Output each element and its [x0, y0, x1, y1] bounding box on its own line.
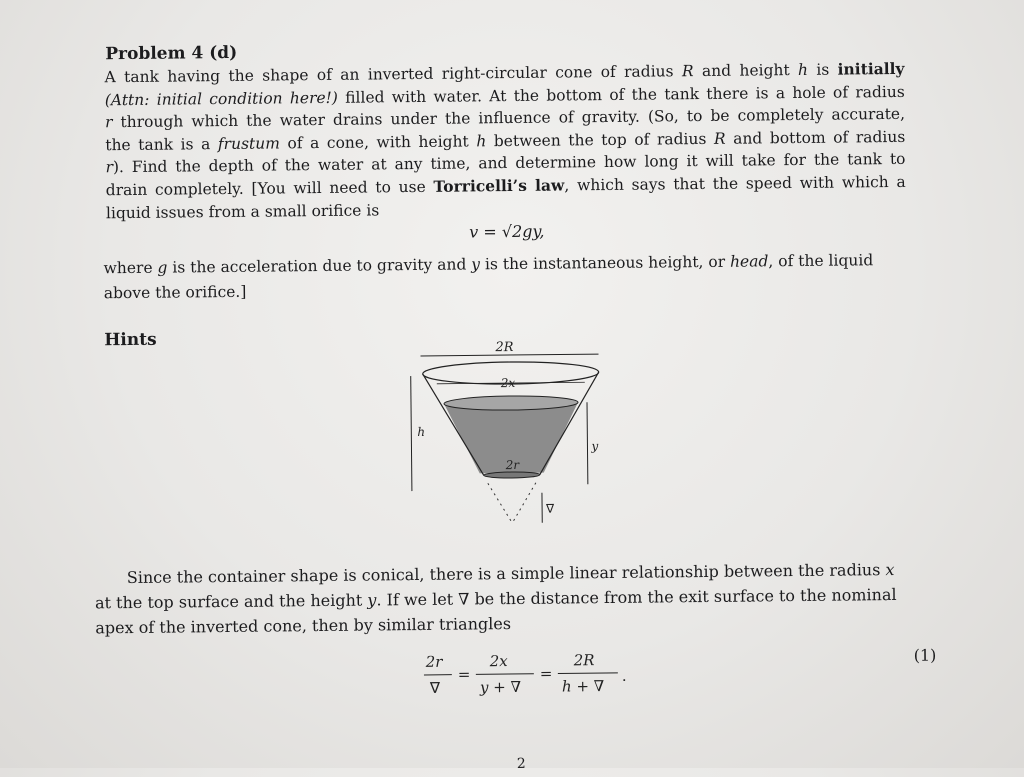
statement-line-2: (Attn: initial condition here!) filled with water. At the bottom of the tank there is a hole of radius: [105, 80, 905, 111]
where-paragraph: where g is the acceleration due to gravity and y is the instantaneous height, or head, of the liquid above the orifice.]: [103, 248, 909, 306]
label-2r: 2r: [505, 458, 521, 472]
frac3-bar: [558, 673, 618, 674]
statement-line-5: r). Find the depth of the water at any time, and determine how long it will take for the tank to: [105, 148, 905, 179]
water-height-line: [587, 402, 588, 484]
statement-line-4: the tank is a frustum of a cone, with height h between the top of radius R and bottom of radius: [105, 126, 905, 157]
equation-period: .: [622, 667, 627, 685]
frac2-denominator: y + ∇: [479, 678, 521, 696]
cone-diagram: [400, 334, 622, 536]
similar-triangles-equation: [424, 649, 645, 703]
equals-sign-1: =: [458, 665, 471, 683]
apex-dotted-right: [512, 483, 536, 523]
explanation-paragraph: Since the container shape is conical, there is a simple linear relationship between the radius x at the top surface and the height y. If we let ∇ be the distance from the exit surface to the nominal apex of the inverted cone, then by similar triangles: [95, 557, 936, 641]
statement-line-1: A tank having the shape of an inverted right-circular cone of radius R and height h is initially: [104, 58, 904, 89]
frac3-denominator: h + ∇: [562, 677, 604, 695]
apex-dotted-left: [488, 483, 512, 523]
problem-statement: [104, 58, 906, 225]
torricelli-equation: v = √2gy,: [469, 222, 544, 242]
frac1-numerator: 2r: [425, 653, 444, 671]
label-nabla: ∇: [545, 502, 555, 516]
statement-line-3: r through which the water drains under the influence of gravity. (So, to be completely accurate,: [105, 103, 905, 134]
orifice-rim: [484, 472, 540, 479]
label-y: y: [590, 439, 598, 453]
statement-line-7: liquid issues from a small orifice is: [106, 193, 906, 224]
frac1-denominator: ∇: [429, 679, 441, 697]
equals-sign-2: =: [540, 665, 553, 683]
label-2R: 2R: [494, 340, 513, 355]
statement-line-6: drain completely. [You will need to use Torricelli’s law, which says that the speed with which a: [106, 171, 906, 202]
frac3-numerator: 2R: [573, 651, 595, 669]
frac2-numerator: 2x: [489, 652, 509, 670]
label-2x: 2x: [500, 376, 516, 390]
page-number: 2: [517, 756, 526, 772]
problem-title: Problem 4 (d): [105, 43, 237, 64]
height-line: [411, 376, 412, 491]
label-h: h: [417, 425, 425, 439]
equation-number: (1): [914, 646, 937, 665]
hints-heading: Hints: [104, 330, 157, 351]
frac2-bar: [476, 674, 534, 675]
